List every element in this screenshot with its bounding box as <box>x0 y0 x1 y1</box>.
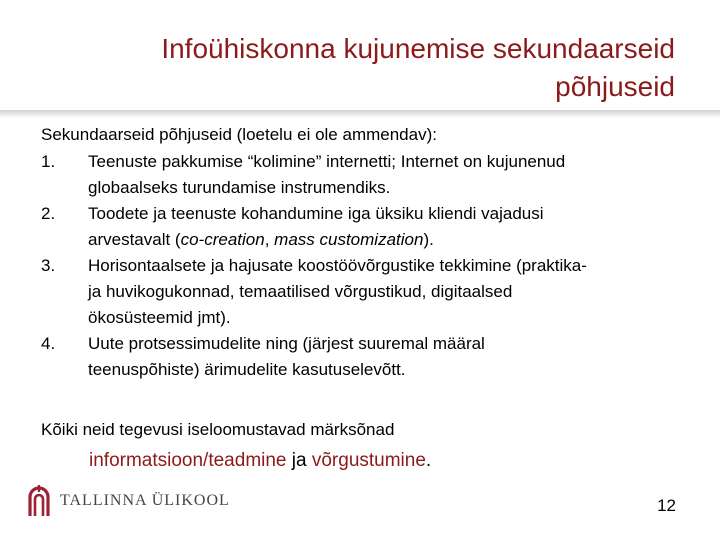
logo-text: TALLINNA ÜLIKOOL <box>60 492 230 509</box>
list-item <box>41 331 691 383</box>
list-item-number: 4. <box>41 334 56 353</box>
university-logo <box>26 484 230 518</box>
page-number: 12 <box>657 496 676 515</box>
slide-title-line-2: põhjuseid <box>555 71 675 102</box>
list-item-text-part: arvestavalt ( <box>88 230 181 249</box>
list-item-text: globaalseks turundamise instrumendiks. <box>88 178 391 197</box>
list-item <box>41 201 691 253</box>
list-item-text: Uute protsessimudelite ning (järjest suuremal määral <box>88 334 485 353</box>
tallinn-university-emblem-icon <box>26 484 52 518</box>
list-item-text: teenuspõhiste) ärimudelite kasutuselevõtt. <box>88 360 406 379</box>
co-creation-term: co-creation <box>180 230 265 249</box>
list-item <box>41 149 691 201</box>
keywords-line <box>89 449 431 473</box>
list-item-text <box>88 227 691 253</box>
slide-title-line-1: Infoühiskonna kujunemise sekundaarseid <box>161 33 675 64</box>
reasons-list <box>41 149 691 383</box>
list-item <box>41 253 691 331</box>
list-item-text-part: ). <box>423 230 434 249</box>
list-item-number: 2. <box>41 204 56 223</box>
slide-title <box>35 30 675 106</box>
list-item-text: Toodete ja teenuste kohandumine iga üksiku kliendi vajadusi <box>88 204 544 223</box>
title-divider <box>0 110 720 118</box>
keyword-informatsioon: informatsioon/teadmine <box>89 450 287 471</box>
intro-text: Sekundaarseid põhjuseid (loetelu ei ole ammendav): <box>41 125 437 144</box>
mass-customization-term: mass customization <box>274 230 424 249</box>
list-item-text-part: , <box>264 230 275 249</box>
keyword-joiner: ja <box>286 450 312 471</box>
keyword-vorgustumine: võrgustumine <box>311 450 426 471</box>
list-item-number: 3. <box>41 256 56 275</box>
list-item-text: Teenuste pakkumise “kolimine” internetti; Internet on kujunenud <box>88 152 566 171</box>
keyword-end: . <box>425 450 432 471</box>
list-item-text: Horisontaalsete ja hajusate koostöövõrgustike tekkimine (praktika- <box>88 256 587 275</box>
summary-text: Kõiki neid tegevusi iseloomustavad märksõnad <box>41 420 395 439</box>
list-item-text: ökosüsteemid jmt). <box>88 308 231 327</box>
list-item-text: ja huvikogukonnad, temaatilised võrgustikud, digitaalsed <box>88 282 513 301</box>
list-item-number: 1. <box>41 152 56 171</box>
